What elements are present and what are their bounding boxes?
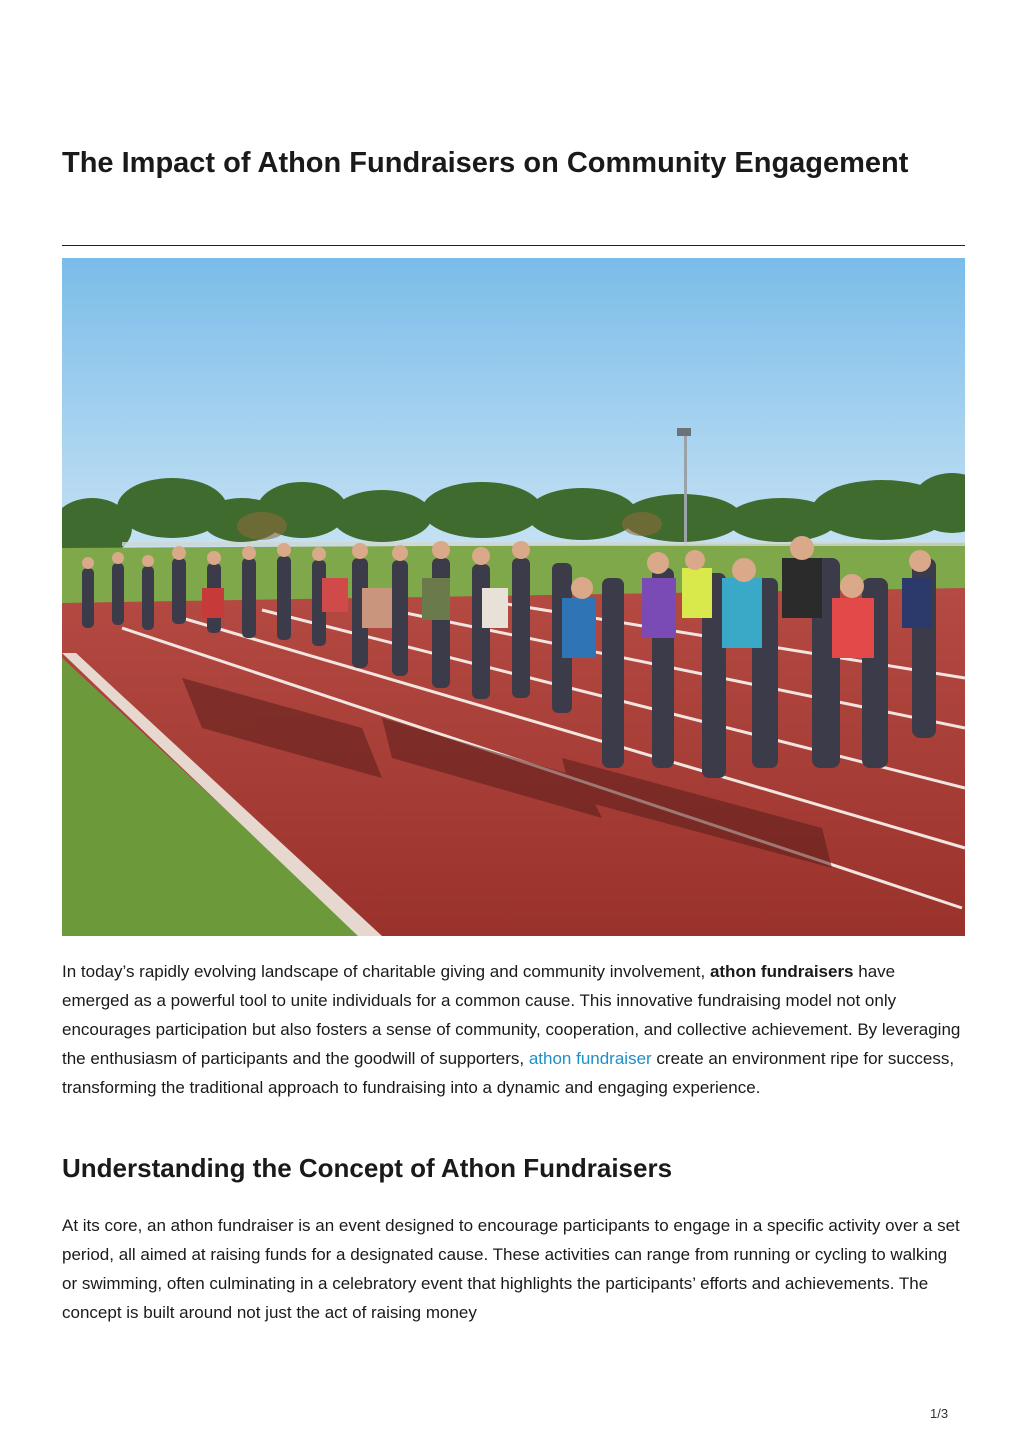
athon-fundraiser-link[interactable]: athon fundraiser <box>528 1049 652 1068</box>
intro-text-start: In today’s rapidly evolving landscape of charitable giving and community involvement, <box>62 962 710 981</box>
intro-text-middle: have emerged as a powerful tool to unite individuals for a common cause. This innovative fundraising model not only encourages participation but also fosters a sense of community, cooperation, and collective achievement. By leveraging the enthusiasm of participants and the goodwill of supporters, <box>62 962 961 1068</box>
intro-paragraph <box>62 957 965 1102</box>
page-title: The Impact of Athon Fundraisers on Community Engagement <box>62 147 909 179</box>
page-number: 1/3 <box>930 1406 949 1421</box>
intro-text-end: create an environment ripe for success, transforming the traditional approach to fundraising into a dynamic and engaging experience. <box>62 1049 955 1097</box>
intro-bold-term: athon fundraisers <box>709 962 854 981</box>
title-divider <box>62 245 965 246</box>
hero-image <box>62 258 965 936</box>
section-paragraph: At its core, an athon fundraiser is an event designed to encourage participants to engage in a specific activity over a set period, all aimed at raising funds for a designated cause. These activities can range from running or cycling to walking or swimming, often culminating in a celebratory event that highlights the participants’ efforts and achievements. The concept is built around not just the act of raising money <box>62 1216 960 1322</box>
section-heading: Understanding the Concept of Athon Fundraisers <box>62 1153 673 1183</box>
